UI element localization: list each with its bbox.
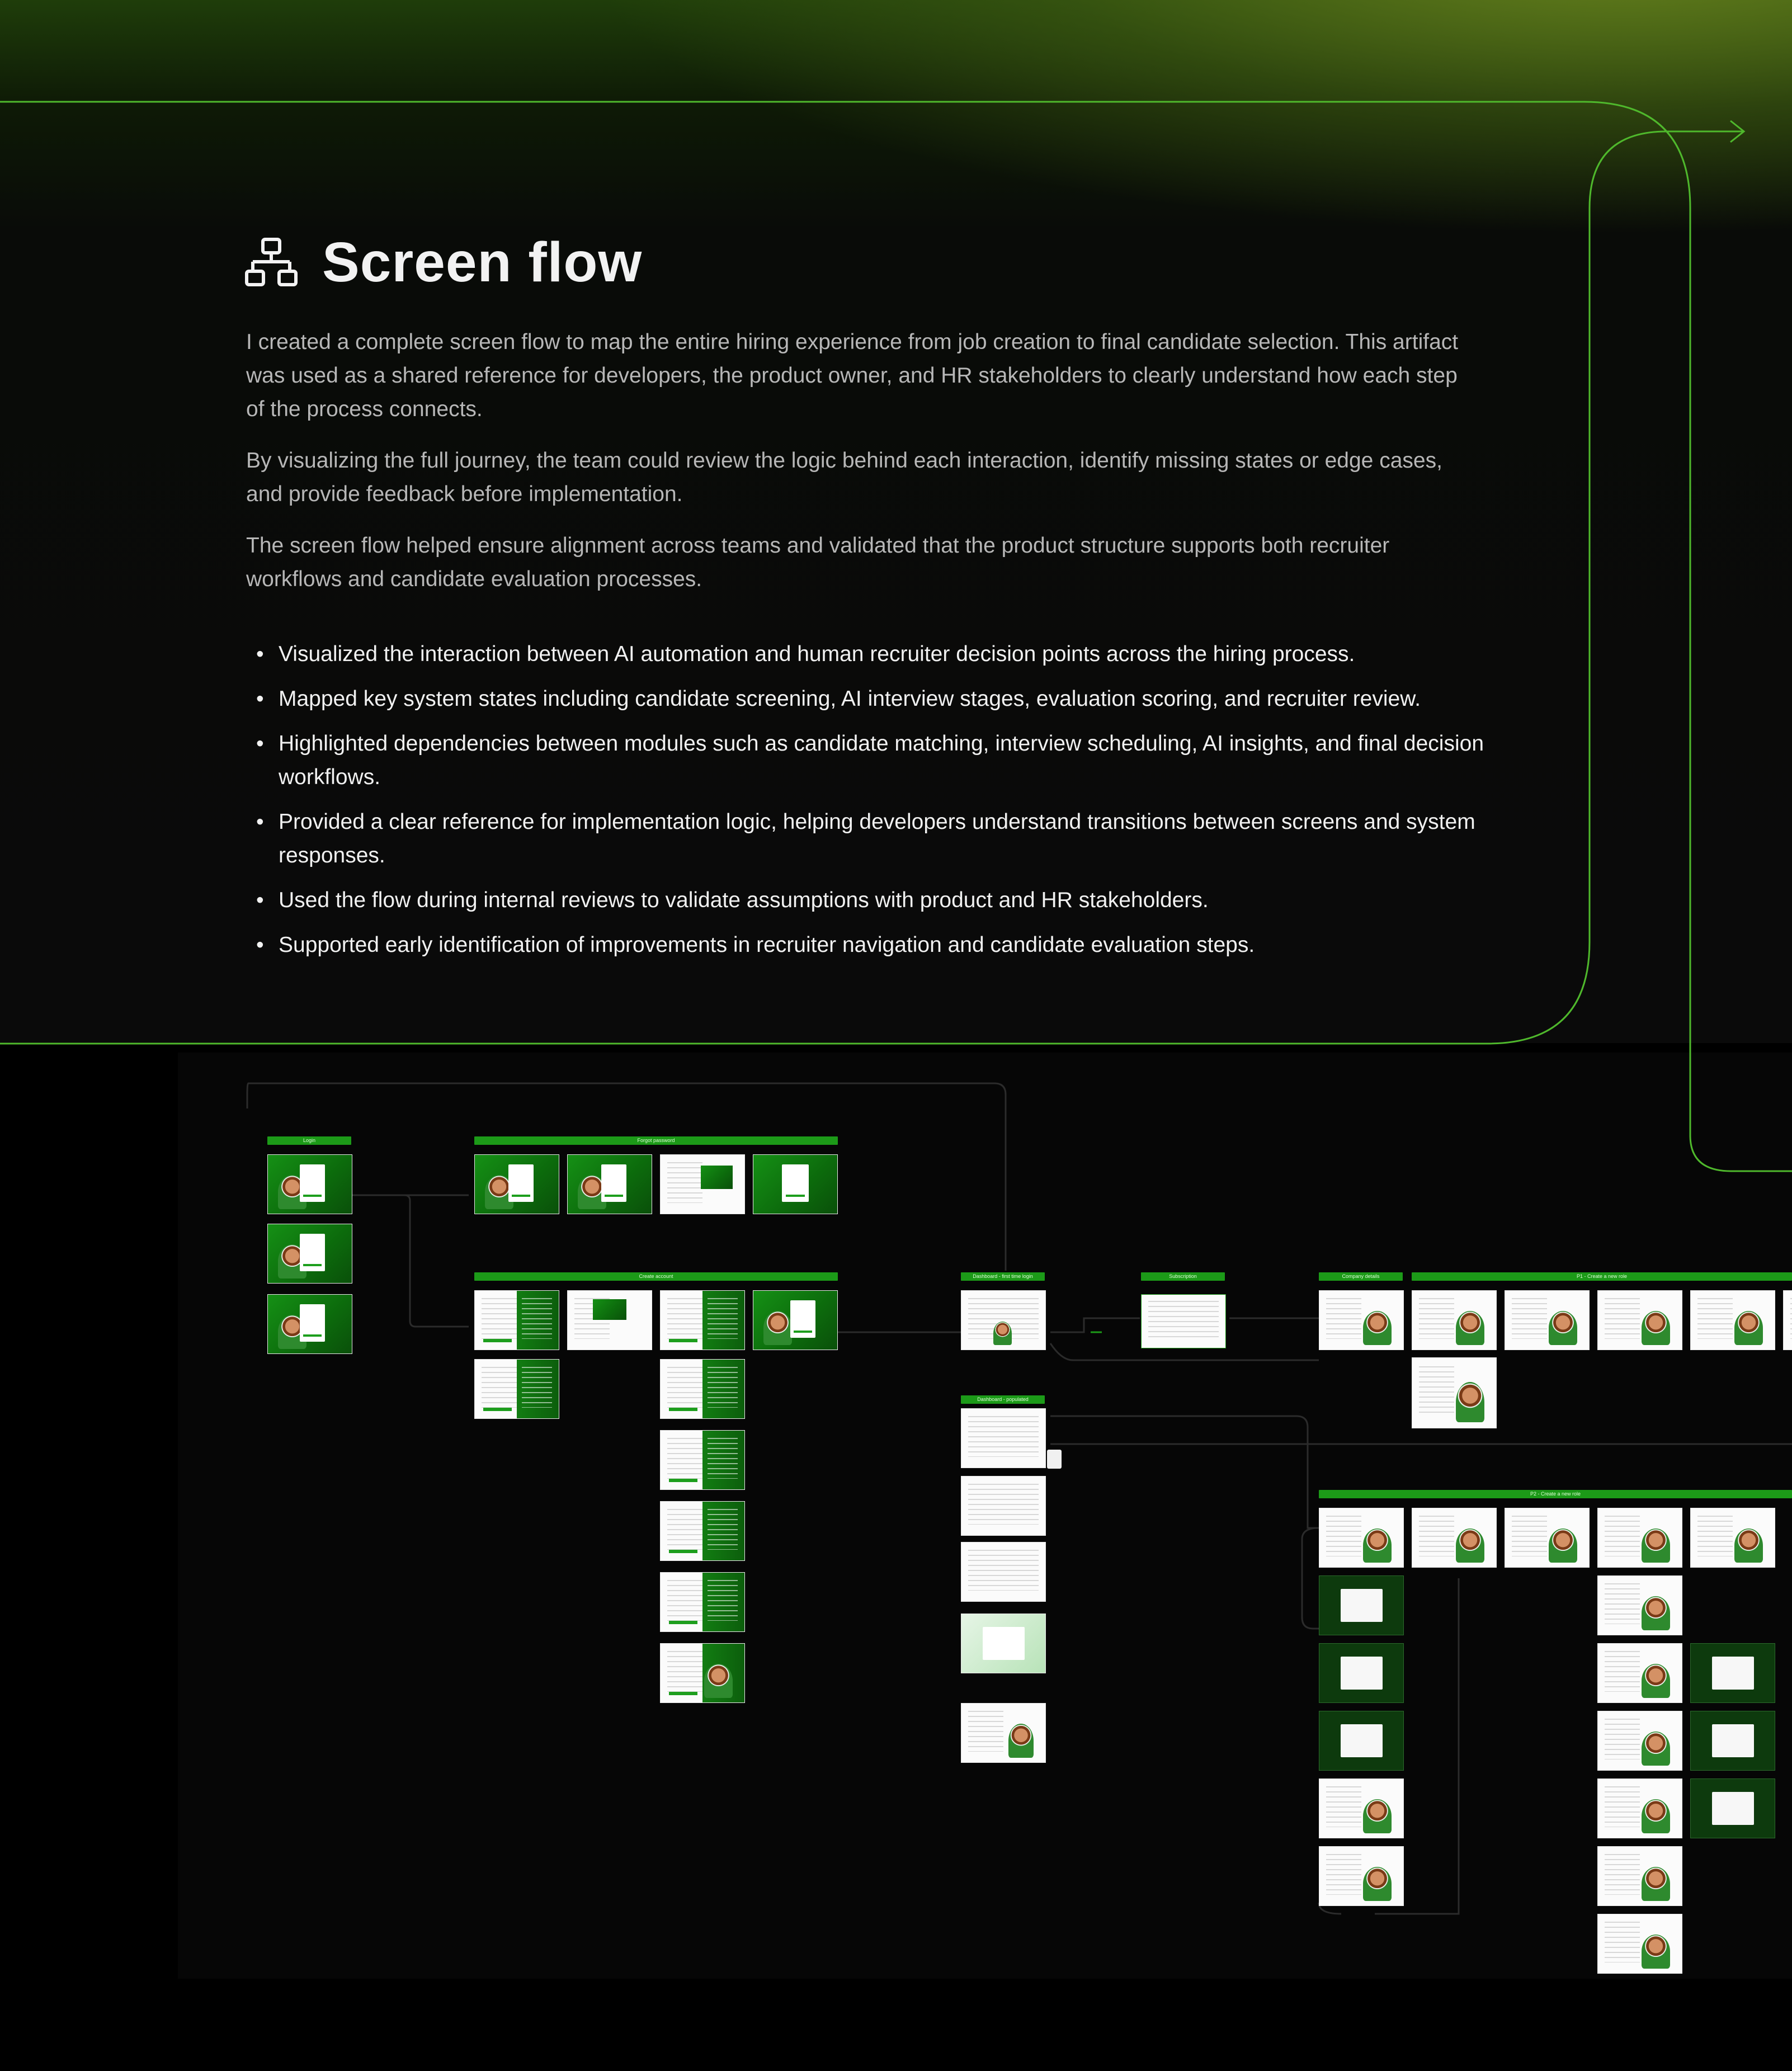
screen-thumbnail[interactable]	[474, 1290, 559, 1350]
screen-thumbnail[interactable]	[567, 1154, 652, 1214]
list-item: • Supported early identification of improvements in recruiter navigation and candidate evaluation steps.	[246, 928, 1532, 962]
screen-thumbnail[interactable]	[961, 1614, 1046, 1673]
screen-flow-diagram	[178, 1053, 1792, 1979]
screen-thumbnail[interactable]	[660, 1430, 745, 1490]
screen-thumbnail[interactable]	[1597, 1575, 1682, 1635]
group-label-p2-create-role: P2 - Create a new role	[1319, 1490, 1792, 1498]
screen-thumbnail[interactable]	[1690, 1643, 1775, 1703]
screen-thumbnail[interactable]	[1690, 1290, 1775, 1350]
group-label-p1-create-role: P1 - Create a new role	[1412, 1272, 1792, 1281]
group-label-create-account: Create account	[474, 1272, 838, 1281]
sitemap-icon	[245, 237, 298, 289]
screen-thumbnail[interactable]	[961, 1542, 1046, 1602]
screen-thumbnail[interactable]	[267, 1294, 352, 1354]
screen-thumbnail[interactable]	[1319, 1575, 1404, 1635]
screen-thumbnail[interactable]	[961, 1290, 1046, 1350]
screen-thumbnail[interactable]	[1597, 1914, 1682, 1974]
screen-thumbnail[interactable]	[474, 1359, 559, 1419]
highlights-list	[246, 638, 1532, 973]
screen-thumbnail[interactable]	[1597, 1290, 1682, 1350]
screen-thumbnail[interactable]	[1783, 1290, 1792, 1350]
group-label-subscription: Subscription	[1141, 1272, 1225, 1281]
screen-thumbnail[interactable]	[660, 1359, 745, 1419]
screen-thumbnail[interactable]	[1597, 1508, 1682, 1568]
group-label-login: Login	[267, 1136, 351, 1145]
screen-thumbnail[interactable]	[1690, 1508, 1775, 1568]
screen-thumbnail[interactable]	[961, 1703, 1046, 1763]
screen-thumbnail[interactable]	[474, 1154, 559, 1214]
screen-thumbnail[interactable]	[567, 1290, 652, 1350]
screen-thumbnail[interactable]	[1412, 1357, 1497, 1428]
screen-thumbnail[interactable]	[1505, 1508, 1590, 1568]
screen-thumbnail[interactable]	[267, 1154, 352, 1214]
screen-thumbnail[interactable]	[1597, 1778, 1682, 1838]
screen-thumbnail[interactable]	[1319, 1711, 1404, 1771]
screen-thumbnail[interactable]	[1597, 1643, 1682, 1703]
screen-thumbnail[interactable]	[660, 1572, 745, 1632]
group-label-company-details: Company details	[1319, 1272, 1403, 1281]
screen-thumbnail[interactable]	[1690, 1711, 1775, 1771]
screen-thumbnail[interactable]	[660, 1154, 745, 1214]
screen-thumbnail[interactable]	[1319, 1643, 1404, 1703]
flow-note	[1047, 1450, 1062, 1469]
intro-paragraph: I created a complete screen flow to map the entire hiring experience from job creation to final candidate selection. This artifact was used as a shared reference for developers, the product owner, and HR stakeholders to clearly understand how each step of the process connects.	[246, 330, 1459, 421]
screen-thumbnail[interactable]	[1597, 1711, 1682, 1771]
screen-thumbnail[interactable]	[1505, 1290, 1590, 1350]
screen-thumbnail[interactable]	[961, 1476, 1046, 1536]
screen-thumbnail[interactable]	[1141, 1294, 1226, 1348]
list-item: • Provided a clear reference for implementation logic, helping developers understand transitions between screens and system responses.	[246, 805, 1532, 872]
screen-thumbnail[interactable]	[660, 1290, 745, 1350]
section-header	[245, 230, 642, 295]
screen-thumbnail[interactable]	[660, 1501, 745, 1561]
screen-thumbnail[interactable]	[267, 1224, 352, 1284]
screen-thumbnail[interactable]	[660, 1643, 745, 1703]
screen-thumbnail[interactable]	[753, 1290, 838, 1350]
screen-thumbnail[interactable]	[1319, 1778, 1404, 1838]
list-item: • Visualized the interaction between AI automation and human recruiter decision points across the hiring process.	[246, 638, 1532, 671]
list-item: • Used the flow during internal reviews to validate assumptions with product and HR stakeholders.	[246, 884, 1532, 917]
journey-paragraph: By visualizing the full journey, the team could review the logic behind each interaction, identify missing states or edge cases, and provide feedback before implementation.	[246, 449, 1442, 506]
screen-thumbnail[interactable]	[1319, 1290, 1404, 1350]
screen-thumbnail[interactable]	[1597, 1846, 1682, 1906]
screen-thumbnail[interactable]	[961, 1408, 1046, 1468]
group-label-dashboard-populated: Dashboard - populated	[961, 1395, 1045, 1404]
screen-thumbnail[interactable]	[1690, 1778, 1775, 1838]
screen-thumbnail[interactable]	[1412, 1508, 1497, 1568]
screen-thumbnail[interactable]	[1319, 1846, 1404, 1906]
screen-thumbnail[interactable]	[753, 1154, 838, 1214]
screen-thumbnail[interactable]	[1412, 1290, 1497, 1350]
group-label-dashboard-first-time: Dashboard - first time login	[961, 1272, 1045, 1281]
alignment-paragraph: The screen flow helped ensure alignment across teams and validated that the product structure supports both recruiter workflows and candidate evaluation processes.	[246, 534, 1390, 591]
list-item: • Highlighted dependencies between modules such as candidate matching, interview scheduling, AI insights, and final decision workflows.	[246, 727, 1532, 794]
section-title: Screen flow	[322, 231, 643, 294]
screen-thumbnail[interactable]	[1319, 1508, 1404, 1568]
group-label-forgot-password: Forgot password	[474, 1136, 838, 1145]
list-item: • Mapped key system states including candidate screening, AI interview stages, evaluation scoring, and recruiter review.	[246, 682, 1532, 716]
